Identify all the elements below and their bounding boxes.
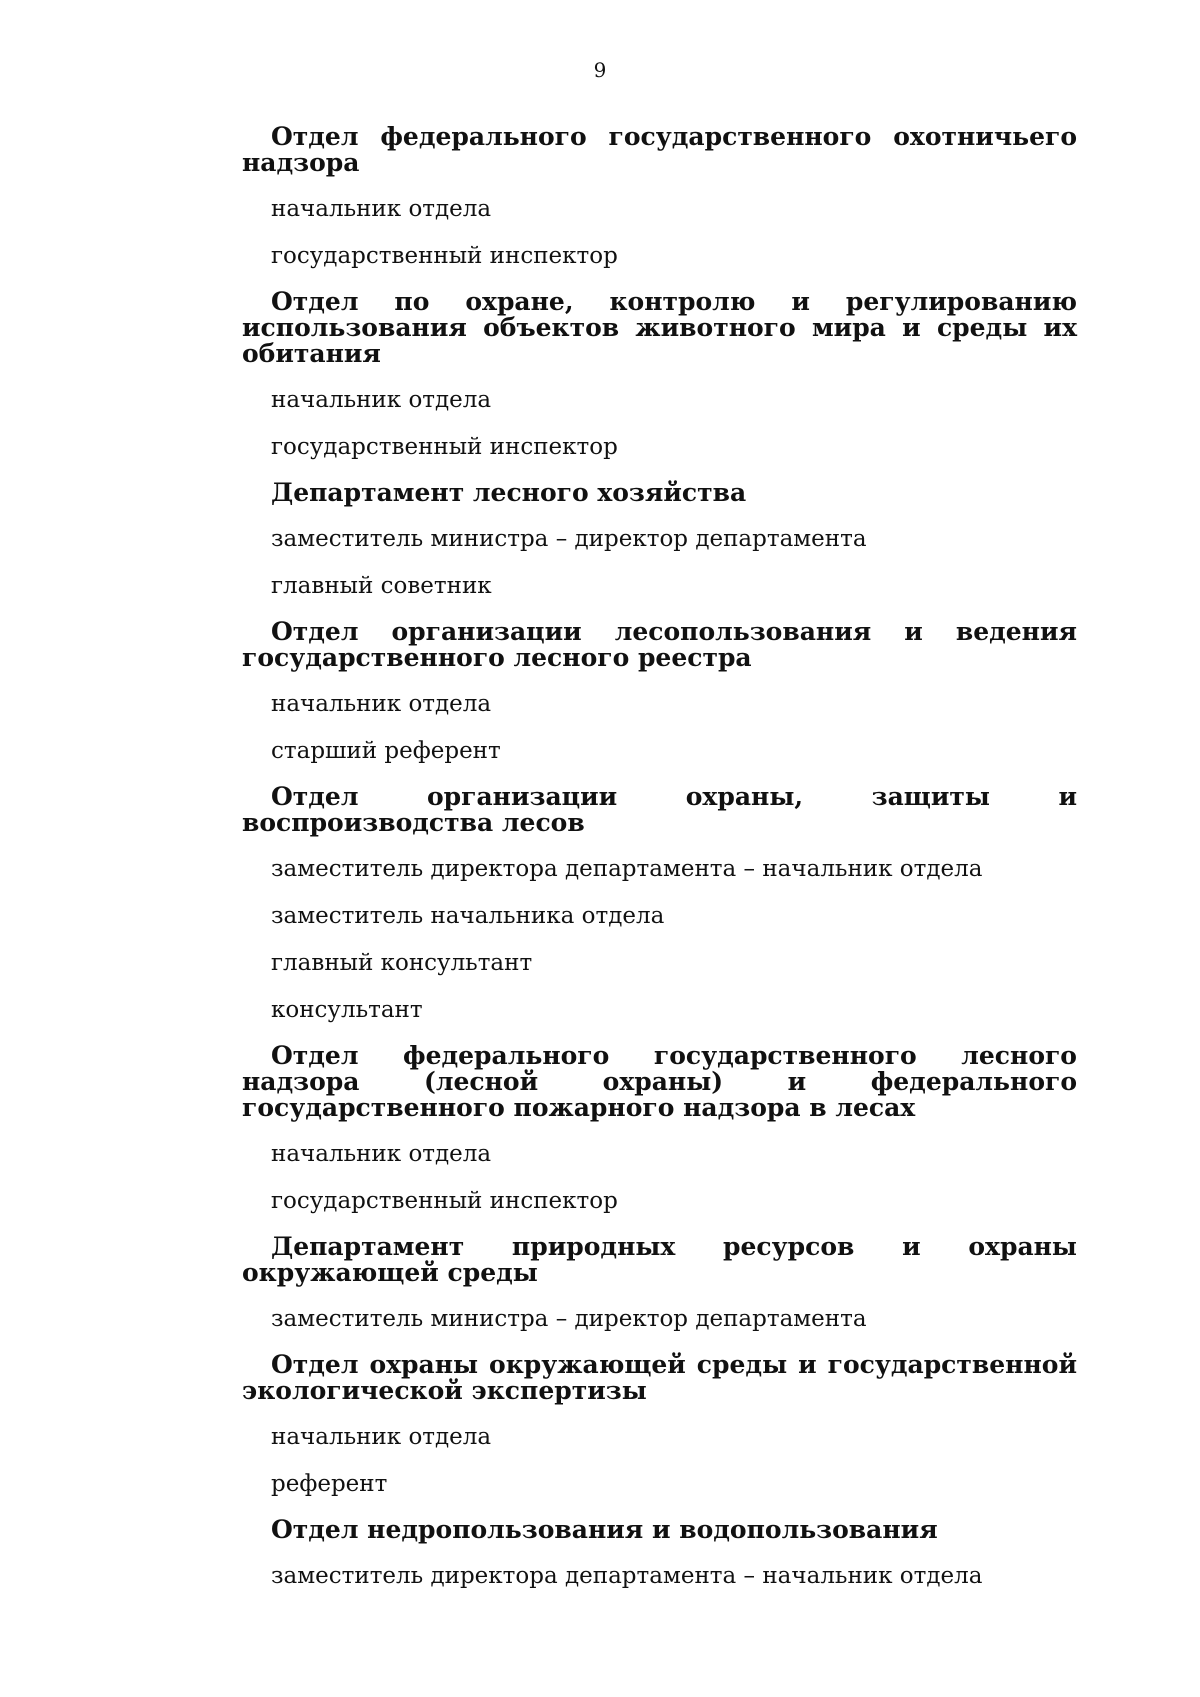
position-item: начальник отдела — [271, 387, 492, 413]
section-forest-protection — [242, 784, 1077, 1023]
section-heading: Отдел федерального государственного лесного надзора (лесной охраны) и федерального государственного пожарного надзора в лесах — [242, 1041, 1077, 1122]
position-item: заместитель начальника отдела — [271, 903, 665, 929]
position-item: начальник отдела — [271, 691, 492, 717]
section-subsoil-water-use — [242, 1517, 1077, 1589]
position-item: заместитель директора департамента – начальник отдела — [271, 1563, 983, 1589]
position-item: заместитель министра – директор департамента — [271, 526, 867, 552]
position-item: государственный инспектор — [271, 1188, 618, 1214]
position-item: консультант — [271, 997, 423, 1023]
section-heading: Отдел охраны окружающей среды и государственной экологической экспертизы — [242, 1350, 1077, 1405]
position-item: заместитель министра – директор департамента — [271, 1306, 867, 1332]
section-environmental-expertise — [242, 1352, 1077, 1497]
section-heading: Отдел организации лесопользования и ведения государственного лесного реестра — [242, 617, 1077, 672]
page-number: 9 — [593, 58, 607, 82]
section-heading: Отдел организации охраны, защиты и воспроизводства лесов — [242, 782, 1077, 837]
section-heading: Департамент природных ресурсов и охраны окружающей среды — [242, 1232, 1077, 1287]
position-item: главный консультант — [271, 950, 533, 976]
position-item: заместитель директора департамента – начальник отдела — [271, 856, 983, 882]
section-heading: Отдел по охране, контролю и регулированию использования объектов животного мира и среды их обитания — [242, 287, 1077, 368]
section-forest-use-registry — [242, 619, 1077, 764]
section-heading: Департамент лесного хозяйства — [271, 478, 747, 507]
section-heading: Отдел недропользования и водопользования — [271, 1515, 938, 1544]
position-item: государственный инспектор — [271, 434, 618, 460]
section-forest-fire-supervision — [242, 1043, 1077, 1214]
position-item: начальник отдела — [271, 1424, 492, 1450]
section-forestry-department — [242, 480, 1077, 599]
section-wildlife-protection — [242, 289, 1077, 460]
section-hunting-supervision — [242, 124, 1077, 269]
position-item: начальник отдела — [271, 1141, 492, 1167]
position-item: референт — [271, 1471, 388, 1497]
position-item: государственный инспектор — [271, 243, 618, 269]
section-natural-resources-department — [242, 1234, 1077, 1332]
section-heading: Отдел федерального государственного охотничьего надзора — [242, 122, 1077, 177]
position-item: старший референт — [271, 738, 501, 764]
position-item: главный советник — [271, 573, 492, 599]
document-body — [242, 124, 1077, 1609]
position-item: начальник отдела — [271, 196, 492, 222]
